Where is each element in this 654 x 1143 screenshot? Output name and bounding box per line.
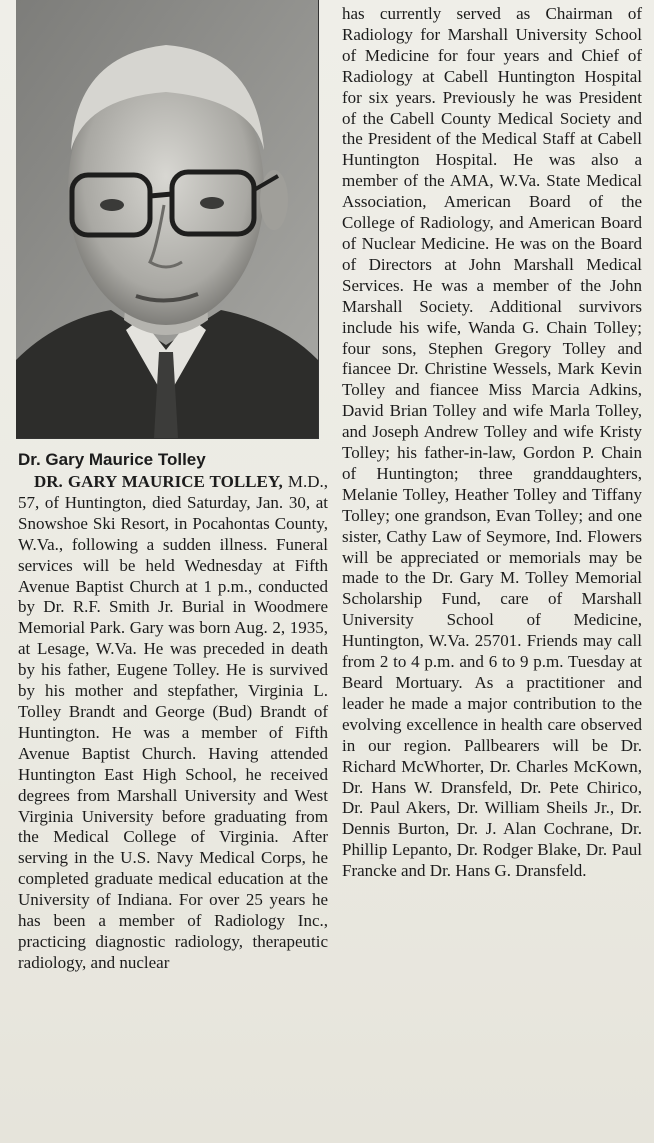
obituary-left-column <box>18 449 328 974</box>
portrait-photo <box>16 0 319 439</box>
obituary-lead-name: DR. GARY MAURICE TOLLEY, <box>34 472 283 491</box>
obituary-text-left: M.D., 57, of Huntington, died Saturday, Jan. 30, at Snowshoe Ski Resort, in Pocahontas County, W.Va., following a sudden illness. Funeral services will be held Wednesday at Fifth Avenue Baptist Church at 1 p.m., conducted by Dr. R.F. Smith Jr. Burial in Woodmere Memorial Park. Gary was born Aug. 2, 1935, at Lesage, W.Va. He was preceded in death by his father, Eugene Tolley. He is survived by his mother and stepfather, Virginia L. Tolley Brandt and George (Bud) Brandt of Huntington. He was a member of Fifth Avenue Baptist Church. Having attended Huntington East High School, he received degrees from Marshall University and West Virginia University before graduating from the Medical College of Virginia. After serving in the U.S. Navy Medical Corps, he completed graduate medical education at the University of Indiana. For over 25 years he has been a member of Radiology Inc., practicing diagnostic radiology, therapeutic radiology, and nuclear <box>18 472 328 972</box>
obituary-body-left <box>18 472 328 974</box>
obituary-body-right: has currently served as Chairman of Radiology for Marshall University School of Medicine for four years and Chief of Radiology at Cabell Huntington Hospital for six years. Previously he was President of the Cabell County Medical Society and the President of the Medical Staff at Cabell Huntington Hospital. He was also a member of the AMA, W.Va. State Medical Association, American Board of the College of Radiology, and American Board of Nuclear Medicine. He was on the Board of Directors at John Marshall Medical Services. He was a member of the John Marshall Society. Additional survivors include his wife, Wanda G. Chain Tolley; four sons, Stephen Gregory Tolley and fiancee Dr. Christine Wessels, Mark Kevin Tolley and fiancee Miss Marcia Adkins, David Brian Tolley and wife Marla Tolley, and Joseph Andrew Tolley and wife Kristy Tolley; his father-in-law, Gordon P. Chain of Huntington; three granddaughters, Melanie Tolley, Heather Tolley and Tiffany Tolley; one grandson, Evan Tolley; and one sister, Cathy Law of Seymore, Ind. Flowers will be appreciated or memorials may be made to the Dr. Gary M. Tolley Memorial Scholarship Fund, care of Marshall University School of Medicine, Huntington, W.Va. 25701. Friends may call from 2 to 4 p.m. and 6 to 9 p.m. Tuesday at Beard Mortuary. As a practitioner and leader he made a major contribution to the evolving excellence in health care observed in our region. Pallbearers will be Dr. Richard McWhorter, Dr. Charles McKown, Dr. Hans W. Dransfeld, Dr. Pete Chirico, Dr. Paul Akers, Dr. William Sheils Jr., Dr. Dennis Burton, Dr. J. Alan Cochrane, Dr. Phillip Lepanto, Dr. Rodger Blake, Dr. Paul Francke and Dr. Hans G. Dransfeld. <box>342 4 642 881</box>
obituary-right-column <box>342 4 642 882</box>
portrait-illustration <box>16 0 318 438</box>
obituary-headline: Dr. Gary Maurice Tolley <box>18 450 206 469</box>
